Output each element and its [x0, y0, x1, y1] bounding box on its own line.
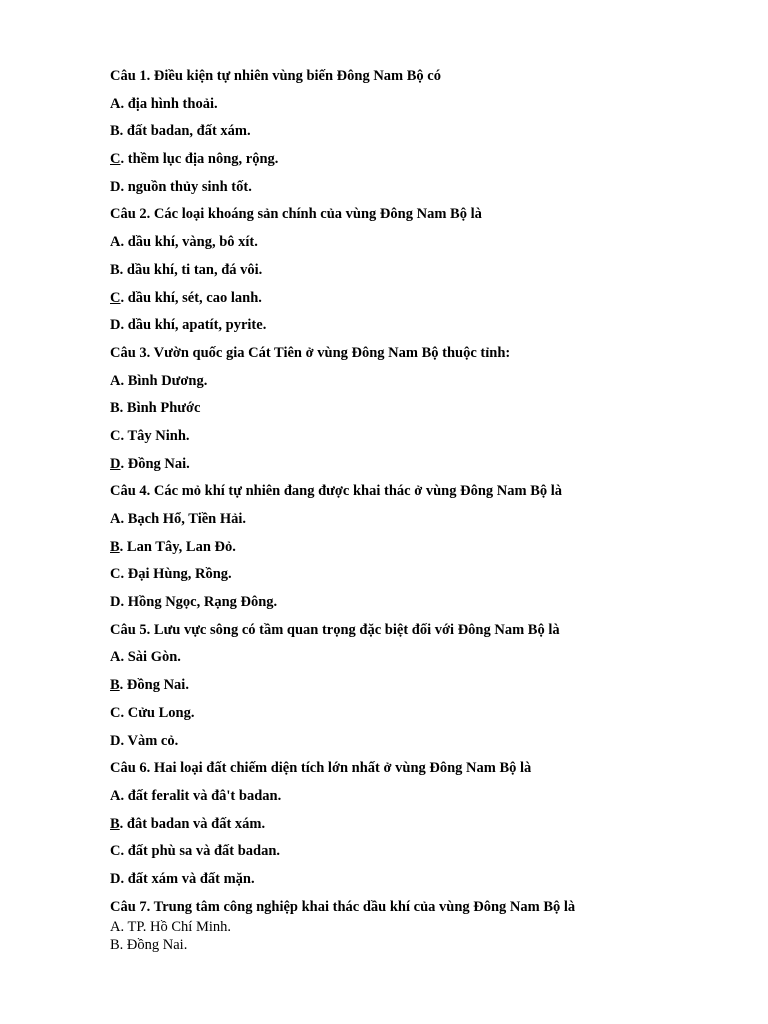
q3-option-a: A. Bình Dương. — [110, 372, 208, 389]
document-body — [110, 66, 730, 954]
answer-marker: D — [110, 455, 121, 472]
q7-option-a: A. TP. Hồ Chí Minh. — [110, 918, 232, 935]
question-2: Câu 2. Các loại khoáng sản chính của vùng Đông Nam Bộ là — [110, 206, 482, 223]
q2-option-c: C. dầu khí, sét, cao lanh. — [110, 289, 262, 306]
q1-option-d: D. nguồn thủy sinh tốt. — [110, 178, 252, 195]
q3-option-d: D. Đồng Nai. — [110, 455, 190, 472]
question-4: Câu 4. Các mỏ khí tự nhiên đang được khai thác ở vùng Đông Nam Bộ là — [110, 483, 563, 500]
answer-marker: C — [110, 289, 121, 306]
q3-option-b: B. Bình Phước — [110, 400, 201, 417]
q1-option-c: C. thềm lục địa nông, rộng. — [110, 151, 279, 168]
q6-option-b: B. đât badan và đất xám. — [110, 815, 266, 832]
q6-option-a: A. đất feralit và đâ't badan. — [110, 787, 282, 804]
q2-option-a: A. dầu khí, vàng, bô xít. — [110, 234, 258, 251]
q4-option-b: B. Lan Tây, Lan Đỏ. — [110, 538, 236, 555]
q3-option-c: C. Tây Ninh. — [110, 427, 190, 444]
question-6: Câu 6. Hai loại đất chiếm diện tích lớn nhất ở vùng Đông Nam Bộ là — [110, 760, 532, 777]
answer-marker: B — [110, 677, 120, 694]
q5-option-c: C. Cửu Long. — [110, 704, 195, 721]
q6-option-c: C. đất phù sa và đất badan. — [110, 843, 281, 860]
answer-marker: B — [110, 538, 120, 555]
q5-option-b: B. Đồng Nai. — [110, 677, 189, 694]
answer-marker: B — [110, 815, 120, 832]
q5-option-a: A. Sài Gòn. — [110, 649, 181, 666]
question-7: Câu 7. Trung tâm công nghiệp khai thác dầu khí của vùng Đông Nam Bộ là — [110, 898, 576, 915]
q4-option-c: C. Đại Hùng, Rồng. — [110, 566, 232, 583]
q5-option-d: D. Vàm cỏ. — [110, 732, 179, 749]
q2-option-d: D. dầu khí, apatít, pyrite. — [110, 317, 267, 334]
q1-option-a: A. địa hình thoải. — [110, 95, 218, 112]
q7-option-b: B. Đồng Nai. — [110, 936, 188, 953]
question-1: Câu 1. Điều kiện tự nhiên vùng biến Đông Nam Bộ có — [110, 68, 441, 84]
question-3: Câu 3. Vườn quốc gia Cát Tiên ở vùng Đông Nam Bộ thuộc tỉnh: — [110, 344, 511, 361]
q2-option-b: B. dầu khí, ti tan, đá vôi. — [110, 261, 263, 278]
q6-option-d: D. đất xám và đất mặn. — [110, 870, 255, 887]
q1-option-b: B. đất badan, đất xám. — [110, 123, 251, 140]
answer-marker: C — [110, 151, 121, 168]
question-5: Câu 5. Lưu vực sông có tầm quan trọng đặc biệt đối với Đông Nam Bộ là — [110, 621, 560, 638]
q4-option-a: A. Bạch Hổ, Tiền Hải. — [110, 511, 247, 527]
q4-option-d: D. Hồng Ngọc, Rạng Đông. — [110, 594, 278, 611]
